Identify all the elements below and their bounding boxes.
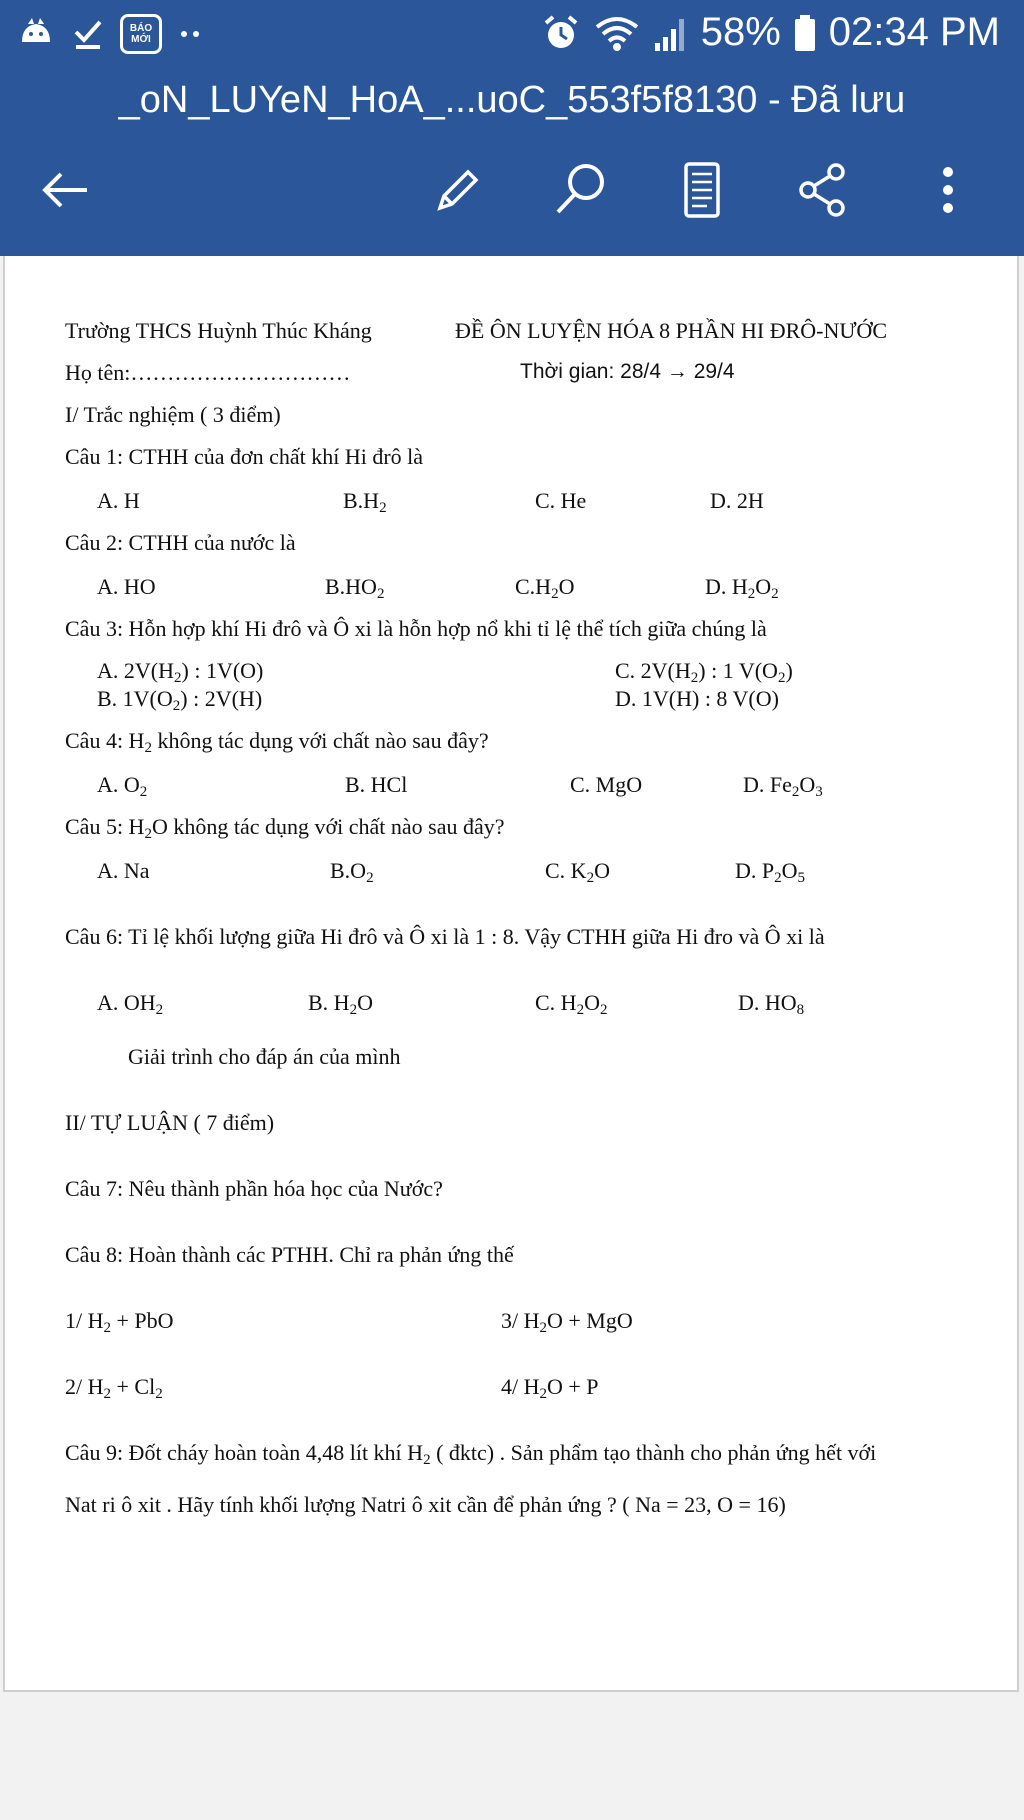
more-dots-icon <box>176 24 206 44</box>
question-2: Câu 2: CTHH của nước là <box>65 530 296 555</box>
search-button[interactable] <box>540 150 620 230</box>
app-bar <box>0 0 1024 256</box>
question-1: Câu 1: CTHH của đơn chất khí Hi đrô là <box>65 444 424 469</box>
back-button[interactable] <box>25 150 105 230</box>
q4-option-c: C. MgO <box>570 772 643 797</box>
q3-option-c: C. $2V(H_2)$ : 1 $V(O_2)$ <box>615 658 793 686</box>
q4-option-d: D. $Fe_2O_3$ <box>743 772 823 800</box>
alarm-icon <box>541 13 581 53</box>
status-bar <box>0 0 1024 70</box>
q6-option-d: D. $HO_8$ <box>738 990 805 1018</box>
q6-option-b: B. $H_2O$ <box>308 990 373 1018</box>
download-done-icon <box>70 16 106 52</box>
clock: 02:34 PM <box>828 10 1000 54</box>
exam-title: ĐỀ ÔN LUYỆN HÓA 8 PHẦN HI ĐRÔ-NƯỚC <box>455 318 887 343</box>
question-8: Câu 8: Hoàn thành các PTHH. Chỉ ra phản ứng thế <box>65 1242 514 1267</box>
time-label: Thời gian: 28/4 → 29/4 <box>520 360 735 383</box>
q2-option-d: D. $H_2O_2$ <box>705 574 779 602</box>
q1-option-c: C. He <box>535 488 587 513</box>
school-name: Trường THCS Huỳnh Thúc Kháng <box>65 318 372 343</box>
reaction-3: 3/ $H_2O$ + MgO <box>501 1308 633 1336</box>
header-line <box>65 318 887 344</box>
document-title: _oN_LUYeN_HoA_...uoC_553f5f8130 - Đã lưu <box>118 79 906 121</box>
reading-view-icon <box>677 160 727 220</box>
q3-option-b: B. $1V(O_2)$ : 2V(H) <box>97 686 263 714</box>
battery-icon <box>793 13 817 53</box>
baomoi-icon <box>120 14 162 54</box>
q4-option-a: A. $O_2$ <box>97 772 148 800</box>
q1-option-a: A. H <box>97 488 140 513</box>
q1-option-b: $B.H_2$ <box>343 488 387 516</box>
q6-note: Giải trình cho đáp án của mình <box>128 1044 401 1069</box>
question-5: Câu 5: $H_2O$ không tác dụng với chất nào sau đây? <box>65 814 505 842</box>
reaction-4: 4/ $H_2O + P$ <box>501 1374 599 1402</box>
q5-option-a: A. Na <box>97 858 150 883</box>
search-icon <box>550 160 610 220</box>
q6-option-c: C. $H_2O_2$ <box>535 990 608 1018</box>
edit-pencil-icon <box>430 162 486 218</box>
question-6: Câu 6: Tỉ lệ khối lượng giữa Hi đrô và Ô xi là 1 : 8. Vậy CTHH giữa Hi đro và Ô xi là <box>65 924 825 949</box>
q2-option-b: $B.HO_2$ <box>325 574 385 602</box>
q1-option-d: D. 2H <box>710 488 764 513</box>
question-9: Câu 9: Đốt cháy hoàn toàn 4,48 lít khí $H_2$ ( đktc) . Sản phẩm tạo thành cho phản ứng hết với <box>65 1440 877 1468</box>
section2-title: II/ TỰ LUẬN ( 7 điểm) <box>65 1110 275 1135</box>
back-icon <box>37 162 93 218</box>
q5-option-b: $B.O_2$ <box>330 858 374 886</box>
question-3: Câu 3: Hỗn hợp khí Hi đrô và Ô xi là hỗn hợp nổ khi tỉ lệ thể tích giữa chúng là <box>65 616 767 641</box>
q2-option-a: A. HO <box>97 574 156 599</box>
share-button[interactable] <box>784 150 864 230</box>
app-bird-icon <box>16 14 56 54</box>
more-vert-icon <box>938 162 958 218</box>
reaction-2: 2/ $H_2 + Cl_2$ <box>65 1374 163 1402</box>
q5-option-d: D. $P_2O_5$ <box>735 858 806 886</box>
q3-option-a: A. $2V(H_2)$ : 1V(O) <box>97 658 264 686</box>
signal-icon <box>653 13 689 53</box>
battery-percent: 58% <box>700 10 781 54</box>
document-page[interactable] <box>3 256 1019 1692</box>
name-time-line <box>65 360 735 386</box>
q3-option-d: D. 1V(H) : 8 V(O) <box>615 686 779 711</box>
share-icon <box>796 162 852 218</box>
q6-option-a: A. $OH_2$ <box>97 990 164 1018</box>
toolbar <box>0 150 1024 230</box>
question-7: Câu 7: Nêu thành phần hóa học của Nước? <box>65 1176 443 1201</box>
wifi-icon <box>593 13 641 53</box>
edit-button[interactable] <box>418 150 498 230</box>
section1-title: I/ Trắc nghiệm ( 3 điểm) <box>65 402 281 427</box>
baomoi-label: BÁO MỚI <box>129 23 153 45</box>
q4-option-b: B. HCl <box>345 772 408 797</box>
question-9-line2: Nat ri ô xit . Hãy tính khối lượng Natri ô xit cần để phản ứng ? ( Na = 23, O = 16) <box>65 1492 786 1517</box>
reading-view-button[interactable] <box>662 150 742 230</box>
name-label: Họ tên:………………………… <box>65 360 351 385</box>
q5-option-c: C. $K_2O$ <box>545 858 610 886</box>
q2-option-c: $C.H_2O$ <box>515 574 575 602</box>
question-4: Câu 4: $H_2$ không tác dụng với chất nào sau đây? <box>65 728 489 756</box>
more-options-button[interactable] <box>908 150 988 230</box>
reaction-1: 1/ $H_2$ + PbO <box>65 1308 174 1336</box>
